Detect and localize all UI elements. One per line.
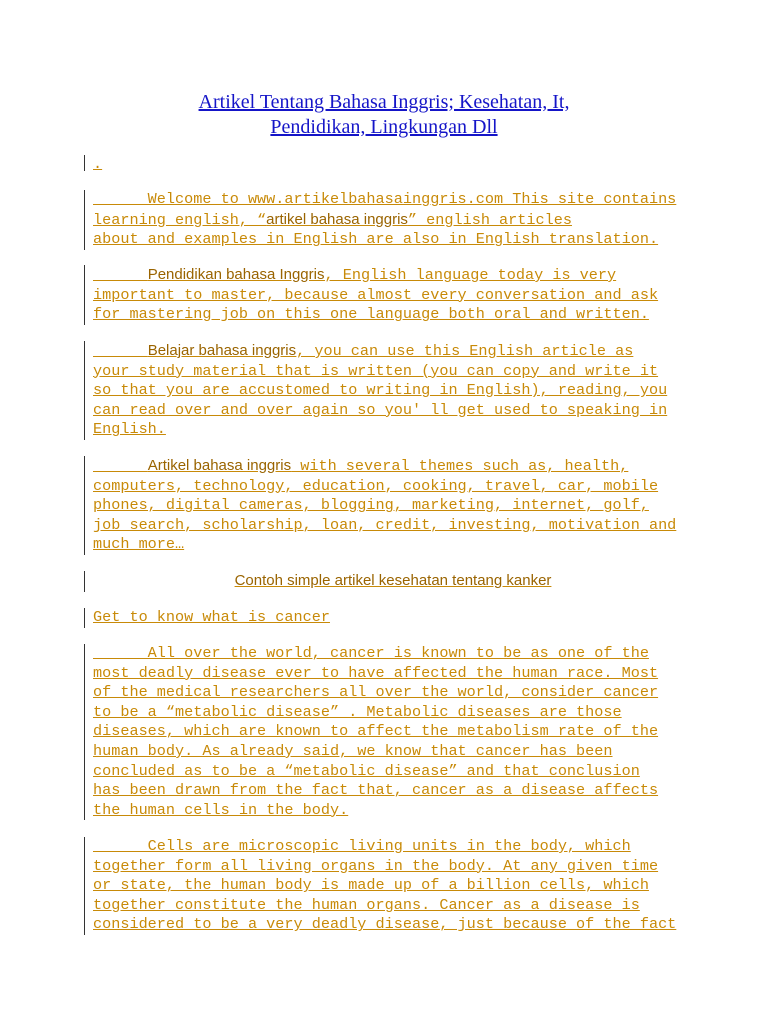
cancer-paragraph-1-text: All over the world, cancer is known to be as one of the most deadly disease ever to have affected the human race. Most of the medical researchers all over the world, consider cancer to be a “metabolic disease” . Metabolic diseases are those diseases, which are known to affect the metabolism rate of the human body. As already said, we know that cancer has been concluded as to be a “metabolic disease” and that conclusion has been drawn from the fact that, cancer as a disease affects the human cells in the body. <box>93 644 659 819</box>
intro-rest: ” english articles about and examples in English are also in English translation. <box>93 210 659 249</box>
title-line-2[interactable]: Pendidikan, Lingkungan Dll <box>270 116 498 138</box>
subheading[interactable] <box>84 608 693 628</box>
artikel-bahasa-inggris-link-2[interactable]: Artikel bahasa inggris <box>147 457 292 474</box>
pendidikan-lead <box>93 266 148 284</box>
cancer-paragraph-2[interactable] <box>84 837 693 935</box>
belajar-lead <box>93 342 148 360</box>
cancer-paragraph-1[interactable] <box>84 644 693 820</box>
artikel-paragraph[interactable] <box>84 456 693 555</box>
marker-dot: . <box>93 155 103 173</box>
belajar-bahasa-inggris-link[interactable]: Belajar bahasa inggris <box>147 342 297 359</box>
title-line-1[interactable]: Artikel Tentang Bahasa Inggris; Kesehatan, It, <box>198 91 570 113</box>
section-heading[interactable] <box>84 571 693 592</box>
belajar-rest: , you can use this English article as your study material that is written (you can copy and write it so that you are accustomed to writing in English), reading, you can read over and over again so you' ll get used to speaking in English. <box>93 342 668 439</box>
intro-lead: Welcome to www.artikelbahasainggris.com This site contains learning english, “ <box>93 190 677 229</box>
subheading-text[interactable]: Get to know what is cancer <box>93 608 330 626</box>
intro-paragraph[interactable] <box>84 190 693 250</box>
cancer-paragraph-2-text: Cells are microscopic living units in the body, which together form all living organs in the body. At any given time or state, the human body is made up of a billion cells, which together constitute the human organs. Cancer as a disease is considered to be a very deadly disease, just because of the fact <box>93 837 677 934</box>
page-title[interactable] <box>100 90 668 140</box>
artikel-lead <box>93 457 148 475</box>
section-heading-text[interactable]: Contoh simple artikel kesehatan tentang kanker <box>234 572 552 589</box>
empty-marker-block <box>84 155 693 171</box>
artikel-bahasa-inggris-link[interactable]: artikel bahasa inggris <box>266 210 408 228</box>
belajar-paragraph[interactable] <box>84 341 693 440</box>
pendidikan-bahasa-inggris-link[interactable]: Pendidikan bahasa Inggris <box>147 266 325 283</box>
artikel-rest: with several themes such as, health, computers, technology, education, cooking, travel, car, mobile phones, digital cameras, blogging, marketing, internet, golf, job search, scholarship, loan, credit, investing, motivation and much more… <box>93 457 677 554</box>
pendidikan-rest: , English language today is very important to master, because almost every conversation and ask for mastering job on this one language both oral and written. <box>93 266 659 324</box>
pendidikan-paragraph[interactable] <box>84 265 693 325</box>
